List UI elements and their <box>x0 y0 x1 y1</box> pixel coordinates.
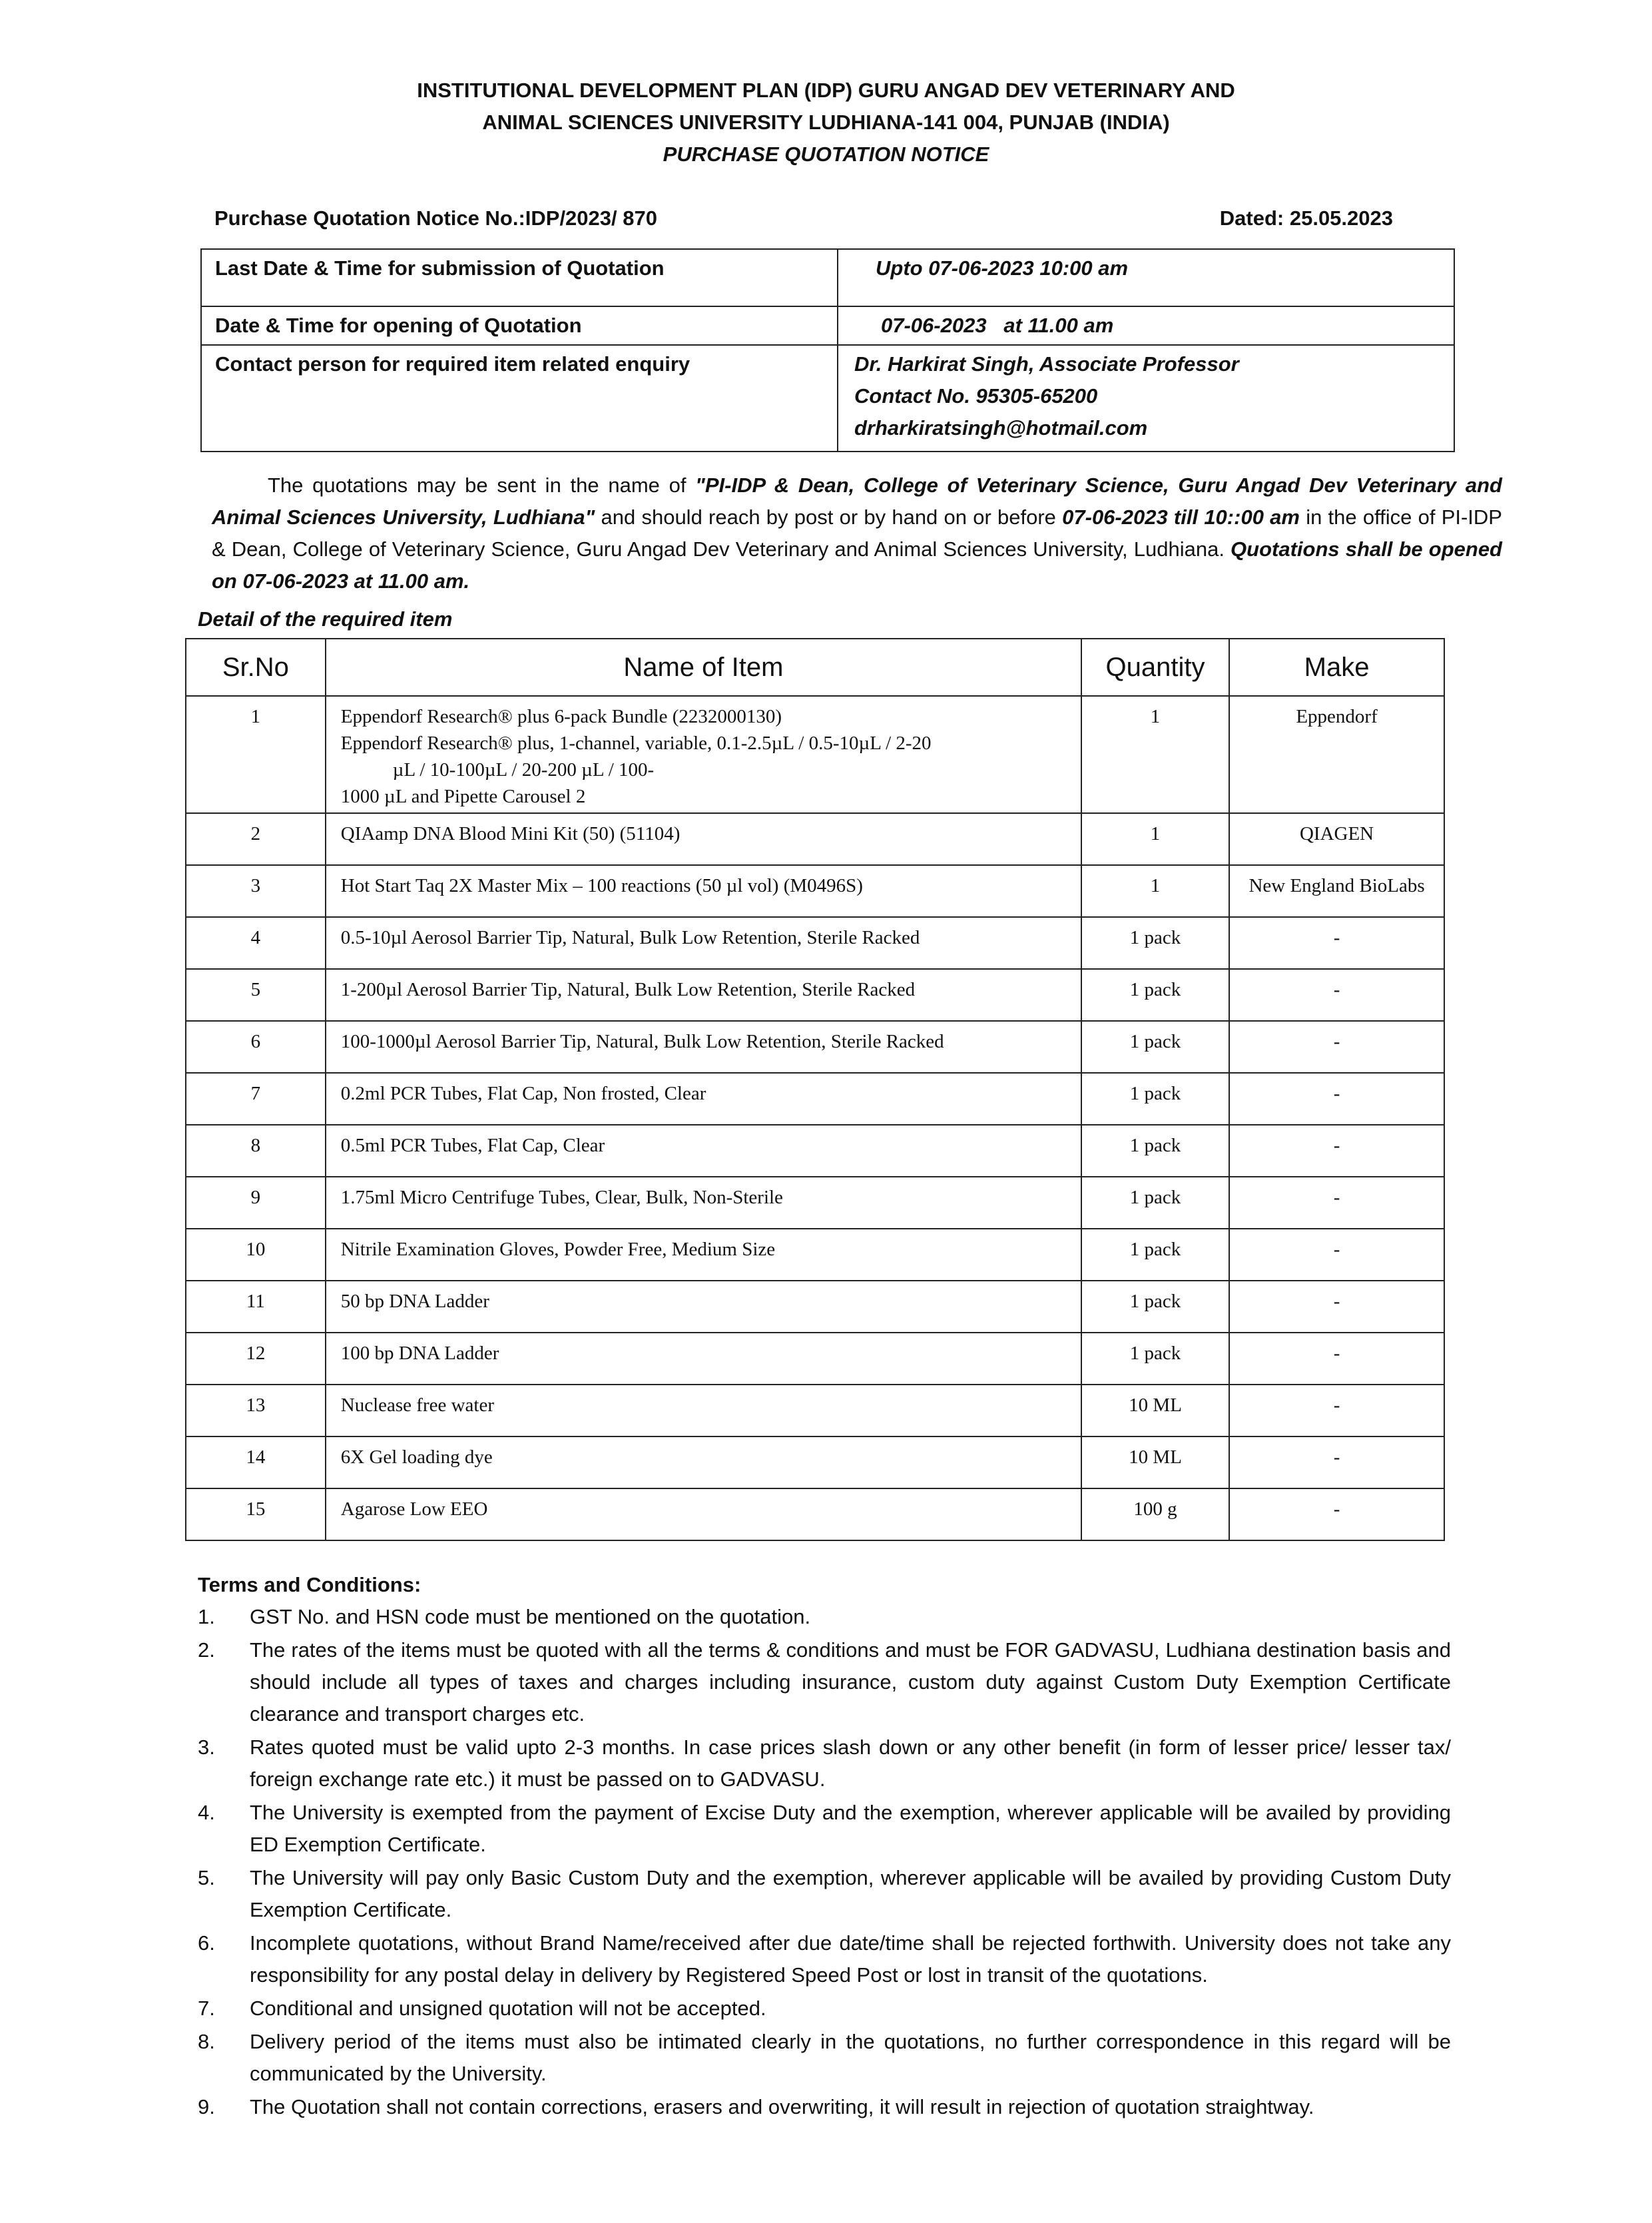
terms-item <box>198 1732 1451 1795</box>
terms-item-text: Rates quoted must be valid upto 2-3 months. In case prices slash down or any other benefit (in form of lesser price/ lesser tax/ foreign exchange rate etc.) it must be passed on to GADVASU. <box>250 1736 1451 1791</box>
cell-name: QIAamp DNA Blood Mini Kit (50) (51104) <box>326 813 1081 865</box>
terms-item <box>198 2091 1451 2123</box>
terms-heading: Terms and Conditions: <box>198 1573 421 1596</box>
cell-name: Nitrile Examination Gloves, Powder Free, Medium Size <box>326 1229 1081 1281</box>
cell-srno: 12 <box>186 1333 326 1385</box>
items-table <box>185 638 1445 1541</box>
notice-line <box>214 206 1393 230</box>
terms-item-number: 9. <box>198 2095 215 2118</box>
terms-item-number: 4. <box>198 1801 215 1824</box>
para-opening: Quotations shall be opened on 07-06-2023 at 11.00 am. <box>212 537 1502 593</box>
contact-phone: Contact No. 95305-65200 <box>854 384 1098 408</box>
terms-item <box>198 1797 1451 1861</box>
cell-make: - <box>1229 1436 1444 1488</box>
item-name-line: Eppendorf Research® plus 6-pack Bundle (2232000130) <box>340 706 782 727</box>
cell-name: Hot Start Taq 2X Master Mix – 100 reactions (50 µl vol) (M0496S) <box>326 865 1081 917</box>
col-header-quantity: Quantity <box>1081 639 1229 696</box>
cell-quantity: 1 pack <box>1081 917 1229 969</box>
cell-make: - <box>1229 969 1444 1021</box>
terms-item-text: The rates of the items must be quoted with all the terms & conditions and must be FOR GADVASU, Ludhiana destination basis and should include all types of taxes and charges including insurance, custom duty against Custom Duty Exemption Certificate clearance and transport charges etc. <box>250 1638 1451 1726</box>
info-table <box>200 248 1455 452</box>
cell-srno: 11 <box>186 1281 326 1333</box>
table-row <box>186 969 1444 1021</box>
terms-list <box>198 1601 1451 2123</box>
col-header-make: Make <box>1229 639 1444 696</box>
cell-name: Agarose Low EEO <box>326 1488 1081 1540</box>
cell-make: - <box>1229 1177 1444 1229</box>
terms-item-text: GST No. and HSN code must be mentioned on the quotation. <box>250 1605 811 1628</box>
contact-email: drharkiratsingh@hotmail.com <box>854 416 1148 440</box>
table-row <box>186 1177 1444 1229</box>
table-row <box>186 1436 1444 1488</box>
cell-name: 1-200µl Aerosol Barrier Tip, Natural, Bulk Low Retention, Sterile Racked <box>326 969 1081 1021</box>
cell-make: - <box>1229 1385 1444 1436</box>
cell-make: - <box>1229 1333 1444 1385</box>
info-row-contact <box>201 345 1454 452</box>
cell-srno: 15 <box>186 1488 326 1540</box>
cell-srno: 9 <box>186 1177 326 1229</box>
terms-item-text: The Quotation shall not contain corrections, erasers and overwriting, it will result in rejection of quotation straightway. <box>250 2095 1314 2118</box>
col-header-srno: Sr.No <box>186 639 326 696</box>
terms-item <box>198 1634 1451 1730</box>
info-label: Date & Time for opening of Quotation <box>201 306 838 345</box>
col-header-name: Name of Item <box>326 639 1081 696</box>
cell-srno: 4 <box>186 917 326 969</box>
terms-item-number: 8. <box>198 2030 215 2053</box>
detail-heading: Detail of the required item <box>198 607 453 631</box>
cell-name: 100-1000µl Aerosol Barrier Tip, Natural, Bulk Low Retention, Sterile Racked <box>326 1021 1081 1073</box>
item-name-line: µL / 10-100µL / 20-200 µL / 100- <box>392 759 655 781</box>
cell-make: - <box>1229 1073 1444 1125</box>
para-text: and should reach by post or by hand on or before <box>595 505 1063 529</box>
cell-srno: 5 <box>186 969 326 1021</box>
cell-make: - <box>1229 1125 1444 1177</box>
item-name-line: 1000 µL and Pipette Carousel 2 <box>340 786 586 807</box>
terms-item-number: 3. <box>198 1736 215 1759</box>
terms-item-number: 7. <box>198 1997 215 2020</box>
cell-srno: 2 <box>186 813 326 865</box>
terms-item-text: The University is exempted from the payment of Excise Duty and the exemption, wherever applicable will be availed by providing ED Exemption Certificate. <box>250 1801 1451 1856</box>
notice-date: Dated: 25.05.2023 <box>1219 206 1393 230</box>
items-header-row <box>186 639 1444 696</box>
cell-quantity: 1 <box>1081 865 1229 917</box>
terms-item-text: Conditional and unsigned quotation will not be accepted. <box>250 1997 766 2020</box>
terms-item <box>198 1927 1451 1991</box>
table-row <box>186 696 1444 813</box>
cell-srno: 13 <box>186 1385 326 1436</box>
table-row <box>186 1488 1444 1540</box>
cell-quantity: 1 pack <box>1081 1281 1229 1333</box>
info-row-submission <box>201 249 1454 306</box>
terms-item-number: 5. <box>198 1866 215 1889</box>
info-label: Last Date & Time for submission of Quotation <box>201 249 838 306</box>
notice-number: Purchase Quotation Notice No.:IDP/2023/ 870 <box>214 206 657 230</box>
cell-srno: 8 <box>186 1125 326 1177</box>
terms-item-number: 2. <box>198 1638 215 1662</box>
header-line-3: PURCHASE QUOTATION NOTICE <box>663 143 989 166</box>
table-row <box>186 1281 1444 1333</box>
table-row <box>186 1125 1444 1177</box>
cell-name: 0.5-10µl Aerosol Barrier Tip, Natural, Bulk Low Retention, Sterile Racked <box>326 917 1081 969</box>
terms-item <box>198 2026 1451 2090</box>
cell-srno: 7 <box>186 1073 326 1125</box>
terms-item <box>198 1862 1451 1926</box>
cell-quantity: 1 pack <box>1081 1125 1229 1177</box>
cell-quantity: 1 pack <box>1081 1229 1229 1281</box>
cell-name: Nuclease free water <box>326 1385 1081 1436</box>
table-row <box>186 1021 1444 1073</box>
table-row <box>186 1073 1444 1125</box>
header-line-2: ANIMAL SCIENCES UNIVERSITY LUDHIANA-141 004, PUNJAB (INDIA) <box>482 111 1170 134</box>
cell-srno: 3 <box>186 865 326 917</box>
cell-quantity: 1 <box>1081 696 1229 813</box>
cell-srno: 1 <box>186 696 326 813</box>
instructions-paragraph <box>212 470 1502 597</box>
cell-name: 6X Gel loading dye <box>326 1436 1081 1488</box>
info-value: 07-06-2023 at 11.00 am <box>838 306 1454 345</box>
para-text: in the office of PI-IDP & Dean, College of Veterinary Science, Guru Angad Dev Veterinary and Animal Sciences University, Ludhiana. <box>212 505 1502 561</box>
contact-name: Dr. Harkirat Singh, Associate Professor <box>854 352 1239 376</box>
terms-item <box>198 1993 1451 2025</box>
info-label: Contact person for required item related enquiry <box>201 345 838 452</box>
cell-make: - <box>1229 1229 1444 1281</box>
header-line-1: INSTITUTIONAL DEVELOPMENT PLAN (IDP) GURU ANGAD DEV VETERINARY AND <box>417 79 1235 102</box>
cell-quantity: 1 pack <box>1081 1021 1229 1073</box>
cell-srno: 6 <box>186 1021 326 1073</box>
info-value: Upto 07-06-2023 10:00 am <box>838 249 1454 306</box>
cell-quantity: 1 pack <box>1081 1177 1229 1229</box>
cell-srno: 14 <box>186 1436 326 1488</box>
terms-section <box>198 1573 1451 2124</box>
cell-make: - <box>1229 1021 1444 1073</box>
cell-quantity: 10 ML <box>1081 1436 1229 1488</box>
terms-item-text: Delivery period of the items must also be intimated clearly in the quotations, no further correspondence in this regard will be communicated by the University. <box>250 2030 1451 2085</box>
terms-item-text: Incomplete quotations, without Brand Name/received after due date/time shall be rejected forthwith. University does not take any responsibility for any postal delay in delivery by Registered Speed Post or lost in transit of the quotations. <box>250 1931 1451 1987</box>
cell-make: New England BioLabs <box>1229 865 1444 917</box>
table-row <box>186 865 1444 917</box>
para-deadline: 07-06-2023 till 10::00 am <box>1062 505 1300 529</box>
cell-make: - <box>1229 917 1444 969</box>
table-row <box>186 1229 1444 1281</box>
table-row <box>186 917 1444 969</box>
terms-item-number: 6. <box>198 1931 215 1955</box>
cell-make: Eppendorf <box>1229 696 1444 813</box>
table-row <box>186 1333 1444 1385</box>
cell-quantity: 10 ML <box>1081 1385 1229 1436</box>
table-row <box>186 813 1444 865</box>
terms-item-text: The University will pay only Basic Custom Duty and the exemption, wherever applicable will be availed by providing Custom Duty Exemption Certificate. <box>250 1866 1451 1921</box>
cell-make: - <box>1229 1488 1444 1540</box>
cell-quantity: 1 <box>1081 813 1229 865</box>
para-text: The quotations may be sent in the name of <box>268 474 696 497</box>
cell-name <box>326 696 1081 813</box>
item-name-line: Eppendorf Research® plus, 1-channel, variable, 0.1-2.5µL / 0.5-10µL / 2-20 <box>340 733 932 754</box>
terms-item <box>198 1601 1451 1633</box>
cell-name: 1.75ml Micro Centrifuge Tubes, Clear, Bulk, Non-Sterile <box>326 1177 1081 1229</box>
table-row <box>186 1385 1444 1436</box>
cell-name: 0.2ml PCR Tubes, Flat Cap, Non frosted, Clear <box>326 1073 1081 1125</box>
cell-name: 0.5ml PCR Tubes, Flat Cap, Clear <box>326 1125 1081 1177</box>
cell-name: 50 bp DNA Ladder <box>326 1281 1081 1333</box>
cell-quantity: 1 pack <box>1081 969 1229 1021</box>
para-addressee: "PI-IDP & Dean, College of Veterinary Science, Guru Angad Dev Veterinary and Animal Sciences University, Ludhiana" <box>212 474 1502 529</box>
cell-quantity: 100 g <box>1081 1488 1229 1540</box>
terms-item-number: 1. <box>198 1605 215 1628</box>
cell-quantity: 1 pack <box>1081 1333 1229 1385</box>
cell-quantity: 1 pack <box>1081 1073 1229 1125</box>
cell-make: QIAGEN <box>1229 813 1444 865</box>
info-value <box>838 345 1454 452</box>
cell-name: 100 bp DNA Ladder <box>326 1333 1081 1385</box>
cell-srno: 10 <box>186 1229 326 1281</box>
info-row-opening <box>201 306 1454 345</box>
cell-make: - <box>1229 1281 1444 1333</box>
